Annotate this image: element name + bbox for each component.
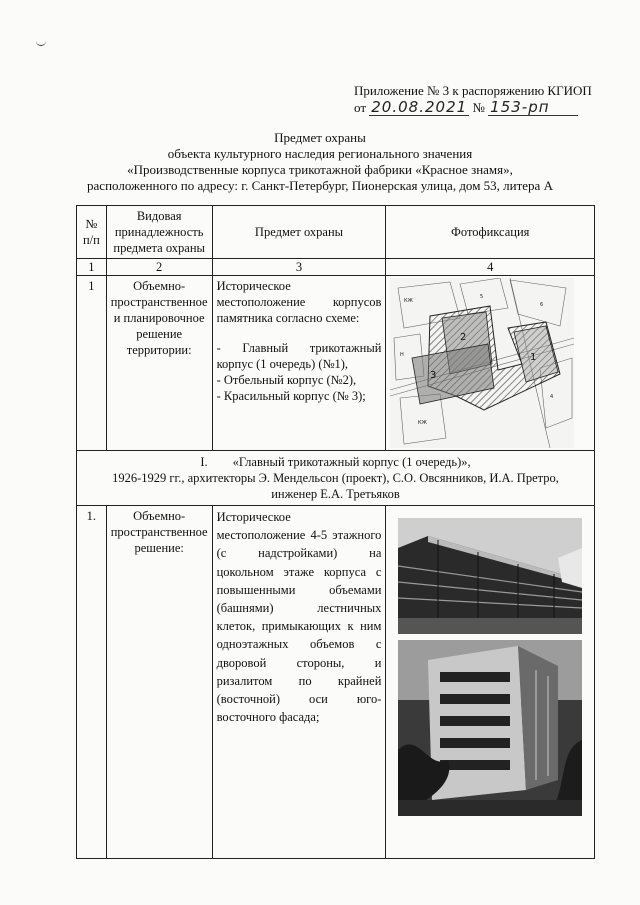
svg-text:КЖ: КЖ [418,420,428,426]
svg-text:Н: Н [400,352,405,358]
section-heading-row [77,451,595,506]
svg-text:5: 5 [480,294,484,300]
section-line-3: инженер Е.А. Третьяков [271,487,400,501]
column-number-row [77,259,595,276]
svg-text:2: 2 [460,332,467,343]
row1-subject [212,276,386,451]
title-line-3: «Производственные корпуса трикотажной фабрики «Красное знамя», [127,162,513,177]
site-plan-scheme [390,278,574,448]
header-photo: Фотофиксация [386,206,595,259]
row1-item-3: - Красильный корпус (№ 3); [216,389,366,403]
col-num-4: 4 [386,259,595,276]
table-row [77,276,595,451]
header-subject: Предмет охраны [212,206,386,259]
col-num-2: 2 [106,259,212,276]
section-line-2: 1926-1929 гг., архитекторы Э. Мендельсон (проект), С.О. Овсянников, И.А. Претро, [112,471,559,485]
appendix-header [354,83,600,116]
header-number: № п/п [77,206,107,259]
table-header-row [77,206,595,259]
row2-number: 1. [77,506,107,859]
handwritten-number: 153-рп [488,99,578,116]
row2-subject: Историческое местоположение 4-5 этажного (с надстройками) на цокольном этаже корпуса с повышенными объемами (башнями) лестничных клеток, примыкающих к ним одноэтажных объемов с дворовой стороны, и ризалитом по крайней (восточной) оси юго-восточного фасада; [212,506,386,859]
title-line-4: расположенного по адресу: г. Санкт-Петербург, Пионерская улица, дом 53, литера А [87,178,553,193]
row2-type: Объемно-пространственное решение: [106,506,212,859]
protection-table [76,205,595,859]
building-tower-photo [398,640,582,816]
section-heading [77,451,595,506]
row1-item-1: - Главный трикотажный корпус (1 очередь) (№1), [216,341,382,371]
col-num-3: 3 [212,259,386,276]
col-num-1: 1 [77,259,107,276]
scan-mark [36,41,46,46]
row1-photo [386,276,595,451]
row1-item-2: - Отбельный корпус (№2), [216,373,357,387]
building-facade-photo [398,518,582,634]
row2-photos [386,506,595,859]
row1-type: Объемно-пространственное и планировочное решение территории: [106,276,212,451]
svg-text:3: 3 [430,370,437,381]
title-line-2: объекта культурного наследия регионального значения [167,146,473,161]
document-title [0,130,640,194]
appendix-order-line [354,99,600,116]
row1-number: 1 [77,276,107,451]
appendix-line: Приложение № 3 к распоряжению КГИОП [354,83,592,98]
handwritten-date: 20.08.2021 [369,99,469,116]
header-type: Видовая принадлежность предмета охраны [106,206,212,259]
number-label: № [472,100,485,115]
table-row [77,506,595,859]
svg-text:1: 1 [530,352,537,363]
svg-text:4: 4 [550,394,554,400]
title-line-1: Предмет охраны [274,130,366,145]
section-line-1: I. «Главный трикотажный корпус (1 очередь)», [200,455,471,469]
from-label: от [354,100,367,115]
row1-subject-intro: Историческое местоположение корпусов памятника согласно схеме: [216,279,382,325]
svg-text:КЖ: КЖ [404,298,414,304]
svg-text:6: 6 [540,302,544,308]
